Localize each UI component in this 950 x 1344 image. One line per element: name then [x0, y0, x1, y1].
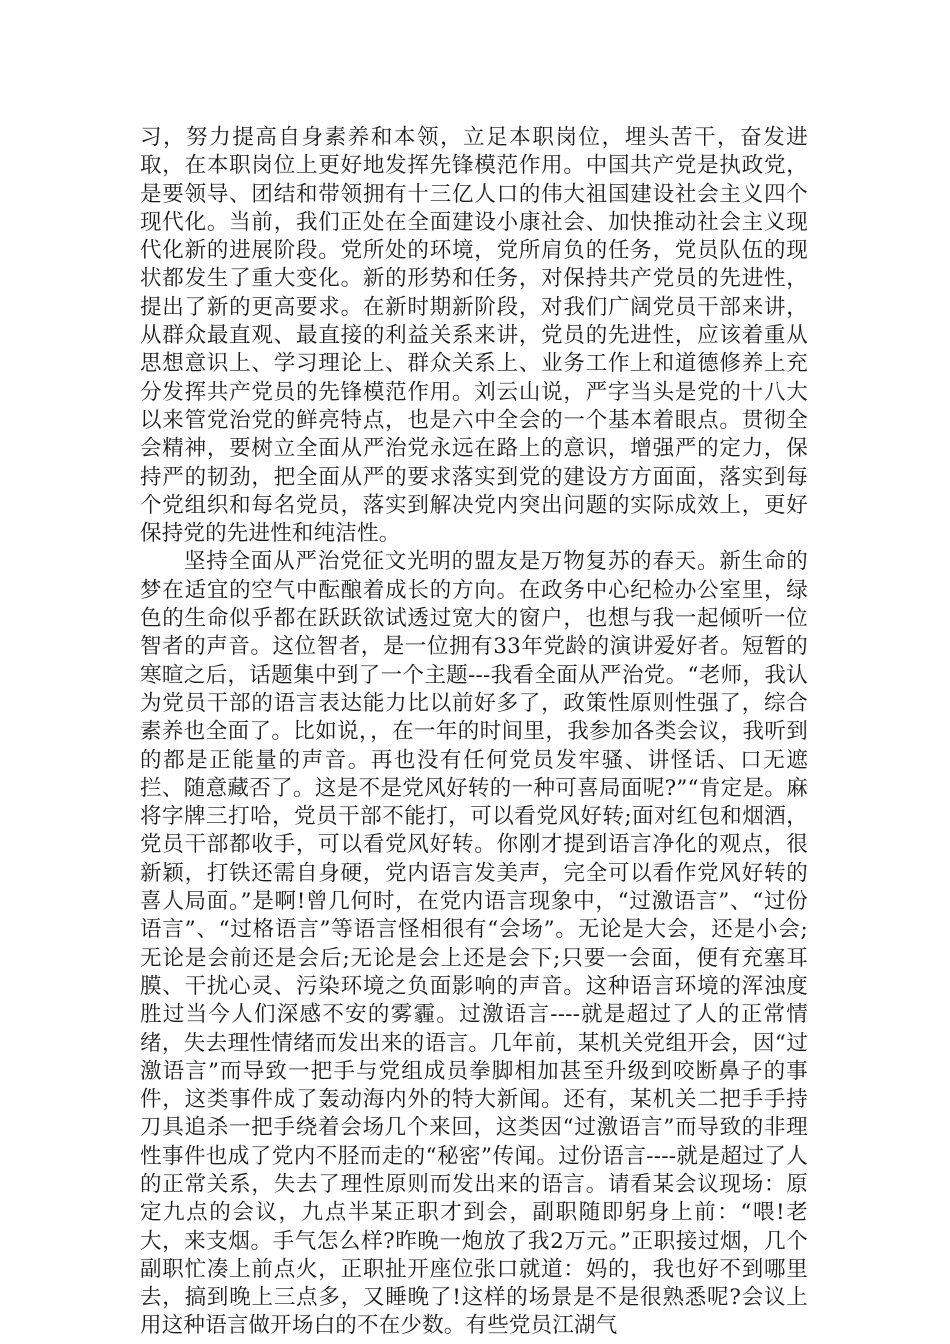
paragraph-essay: 坚持全面从严治党征文光明的盟友是万物复苏的春天。新生命的梦在适宜的空气中酝酿着成长的方向。在政务中心纪检办公室里，绿色的生命似乎都在跃跃欲试透过宽大的窗户，也想与我一起倾听一位智者的声音。这位智者，是一位拥有33年党龄的演讲爱好者。短暂的寒暄之后，话题集中到了一个主题---我看全面从严治党。“老师，我认为党员干部的语言表达能力比以前好多了，政策性原则性强了，综合素养也全面了。比如说，，在一年的时间里，我参加各类会议，我听到的都是正能量的声音。再也没有任何党员发牢骚、讲怪话、口无遮拦、随意藏否了。这是不是党风好转的一种可喜局面呢?”“肯定是。麻将字牌三打哈，党员干部不能打，可以看党风好转;面对红包和烟酒，党员干部都收手，可以看党风好转。你刚才提到语言净化的观点，很新颖，打铁还需自身硬，党内语言发美声，完全可以看作党风好转的喜人局面。”是啊!曾几何时，在党内语言现象中，“过激语言”、“过份语言”、“过格语言”等语言怪相很有“会场”。无论是大会，还是小会;无论是会前还是会后;无论是会上还是会下;只要一会面，便有充塞耳膜、干扰心灵、污染环境之负面影响的声音。这种语言环境的浑浊度胜过当今人们深感不安的雾霾。过激语言----就是超过了人的正常情绪，失去理性情绪而发出来的语言。几年前，某机关党组开会，因“过激语言”而导致一把手与党组成员拳脚相加甚至升级到咬断鼻子的事件，这类事件成了轰动海内外的特大新闻。还有，某机关二把手手持刀具追杀一把手绕着会场几个来回，这类因“过激语言”而导致的非理性事件也成了党内不胫而走的“秘密”传闻。过份语言----就是超过了人的正常关系，失去了理性原则而发出来的语言。请看某会议现场：原定九点的会议，九点半某正职才到会，副职随即躬身上前：“喂!老大，来支烟。手气怎么样?昨晚一炮放了我2万元。”正职接过烟，几个副职忙凑上前点火，正职扯开座位张口就道：妈的，我也好不到哪里去，搞到晚上三点多，又睡晚了!这样的场景是不是很熟悉呢?会议上用这种语言做开场白的不在少数。有些党员江湖气 — [140, 549, 808, 1339]
document-body — [140, 124, 808, 1341]
paragraph-continued: 习，努力提高自身素养和本领，立足本职岗位，埋头苦干，奋发进取，在本职岗位上更好地发挥先锋模范作用。中国共产党是执政党，是要领导、团结和带领拥有十三亿人口的伟大祖国建设社会主义四个现代化。当前，我们正处在全面建设小康社会、加快推动社会主义现代化新的进展阶段。党所处的环境，党所肩负的任务，党员队伍的现状都发生了重大变化。新的形势和任务，对保持共产党员的先进性，提出了新的更高要求。在新时期新阶段，对我们广阔党员干部来讲，从群众最直观、最直接的利益关系来讲，党员的先进性，应该着重从思想意识上、学习理论上、群众关系上、业务工作上和道德修养上充分发挥共产党员的先锋模范作用。刘云山说，严字当头是党的十八大以来管党治党的鲜亮特点，也是六中全会的一个基本着眼点。贯彻全会精神，要树立全面从严治党永远在路上的意识，增强严的定力，保持严的韧劲，把全面从严的要求落实到党的建设方方面面，落实到每个党组织和每名党员，落实到解决党内突出问题的实际成效上，更好保持党的先进性和纯洁性。 — [140, 125, 808, 547]
